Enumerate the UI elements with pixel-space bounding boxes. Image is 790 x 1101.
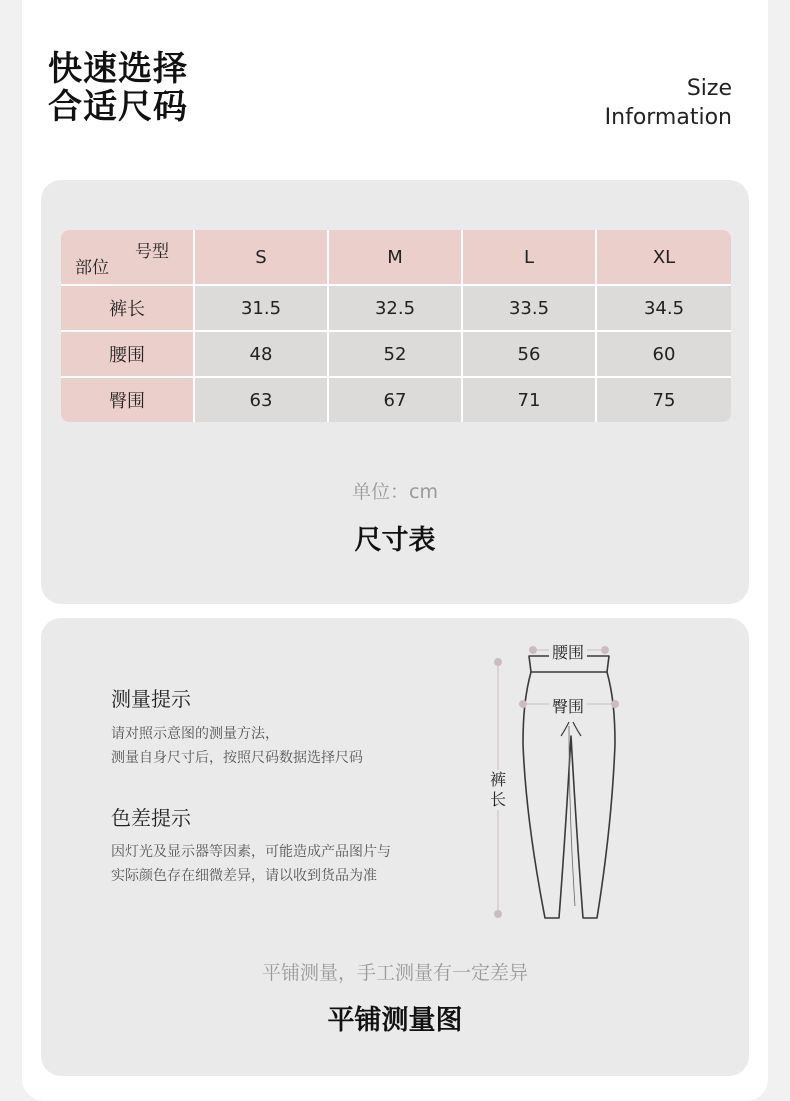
page-subtitle-en: [605, 74, 732, 132]
size-table-caption: 尺寸表: [354, 525, 436, 556]
length-label-char-2: 长: [490, 790, 507, 809]
table-corner-cell: [61, 230, 195, 286]
size-table: [61, 230, 731, 422]
title-line-2: 合适尺码: [48, 87, 188, 127]
color-tip-line-1: 因灯光及显示器等因素，可能造成产品图片与: [111, 844, 391, 860]
table-cell: 60: [597, 332, 731, 378]
table-cell: 67: [329, 378, 463, 422]
size-header-m: M: [329, 230, 463, 286]
table-cell: 48: [195, 332, 329, 378]
flat-measure-note: 平铺测量，手工测量有一定差异: [261, 962, 528, 984]
row-label-length: 裤长: [61, 286, 195, 332]
table-cell: 34.5: [597, 286, 731, 332]
size-header-xl: XL: [597, 230, 731, 286]
table-cell: 33.5: [463, 286, 597, 332]
size-table-header-row: [61, 230, 731, 286]
measure-tip-text: [111, 722, 363, 770]
measure-tip-line-2: 测量自身尺寸后，按照尺码数据选择尺码: [111, 750, 363, 766]
length-label: [487, 770, 509, 810]
color-tip-line-2: 实际颜色存在细微差异，请以收到货品为准: [111, 868, 377, 884]
title-line-1: 快速选择: [48, 49, 188, 89]
row-label-waist: 腰围: [61, 332, 195, 378]
table-cell: 63: [195, 378, 329, 422]
hip-label: 臀围: [549, 694, 587, 717]
measure-tip-title: 测量提示: [111, 687, 191, 711]
unit-label: 单位：cm: [352, 481, 438, 503]
subtitle-line-2: Information: [604, 105, 732, 130]
size-header-l: L: [463, 230, 597, 286]
table-cell: 31.5: [195, 286, 329, 332]
table-cell: 32.5: [329, 286, 463, 332]
table-cell: 56: [463, 332, 597, 378]
corner-label-part: 部位: [75, 258, 109, 278]
table-cell: 75: [597, 378, 731, 422]
color-tip-text: [111, 840, 391, 888]
subtitle-line-1: Size: [686, 76, 732, 101]
page-title: [48, 50, 188, 126]
row-label-hip: 臀围: [61, 378, 195, 422]
table-row: [61, 286, 731, 332]
table-cell: 71: [463, 378, 597, 422]
color-tip-title: 色差提示: [111, 806, 191, 830]
measure-tip-line-1: 请对照示意图的测量方法，: [111, 726, 279, 742]
length-label-char-1: 裤: [490, 770, 507, 789]
waist-label: 腰围: [549, 640, 587, 663]
flat-measure-caption: 平铺测量图: [327, 1005, 463, 1036]
table-cell: 52: [329, 332, 463, 378]
corner-label-size: 号型: [135, 242, 169, 262]
table-row: [61, 332, 731, 378]
leggings-diagram: [485, 636, 635, 926]
size-header-s: S: [195, 230, 329, 286]
table-row: [61, 378, 731, 422]
